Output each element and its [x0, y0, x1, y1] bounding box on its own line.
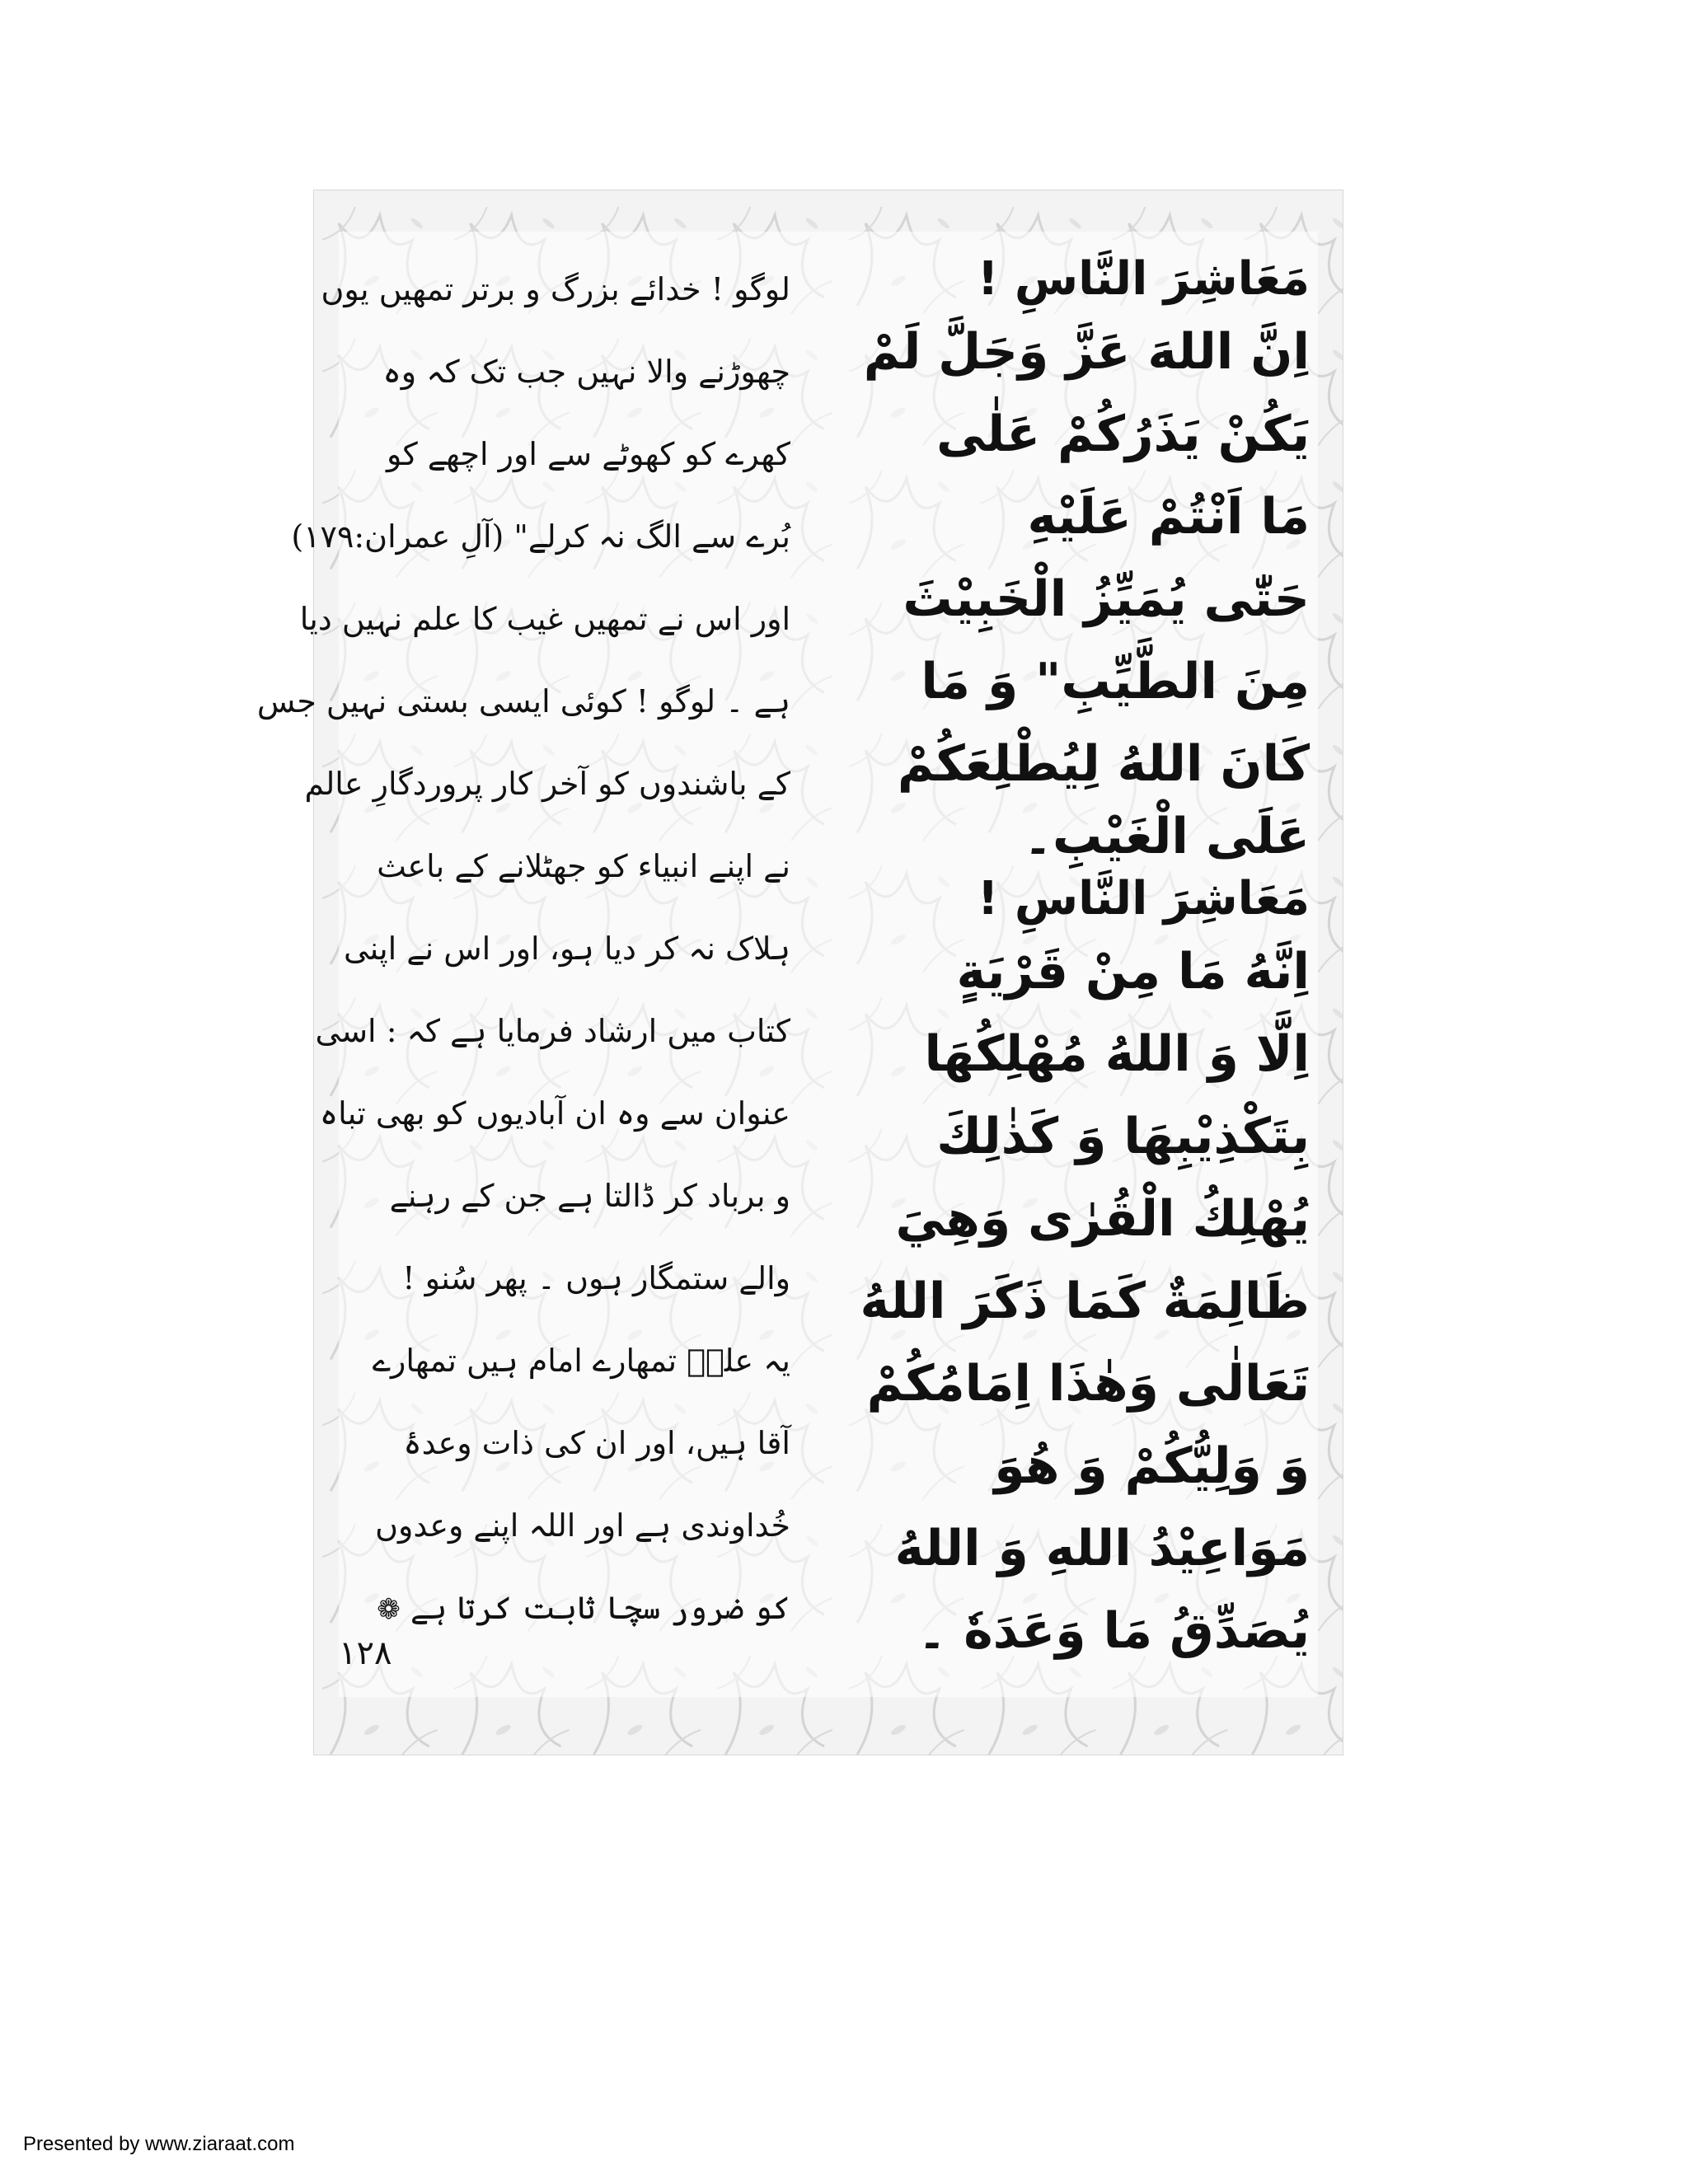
- urdu-line: عنوان سے وہ ان آبادیوں کو بھی تباہ: [319, 1095, 790, 1132]
- arabic-line: كَانَ اللهُ لِيُطْلِعَكُمْ: [897, 735, 1310, 793]
- urdu-line-last: [329, 1567, 790, 1649]
- urdu-line: یہ علیؑ تمھارے امام ہیں تمھارے: [372, 1343, 790, 1379]
- arabic-line: اِنَّ اللهَ عَزَّ وَجَلَّ لَمْ: [863, 323, 1310, 381]
- arabic-line: عَلَى الْغَيْبِ۔: [1023, 808, 1310, 865]
- arabic-line: اِنَّهُ مَا مِنْ قَرْيَةٍ: [956, 943, 1310, 1001]
- urdu-line: ہلاک نہ کر دیا ہو، اور اس نے اپنی: [343, 930, 790, 967]
- urdu-line: کے باشندوں کو آخر کار پروردگارِ عالم: [304, 766, 790, 802]
- arabic-text-column: [815, 248, 1310, 1672]
- urdu-line-text: کو ضرور سچا ثابت کرتا ہے: [410, 1590, 790, 1626]
- arabic-line: مَعَاشِرَ النَّاسِ !: [977, 252, 1310, 306]
- flower-ornament-icon: ❁: [377, 1593, 401, 1626]
- urdu-line: ہے ۔ لوگو ! کوئی ایسی بستی نہیں جس: [256, 683, 790, 719]
- urdu-line: کھرے کو کھوٹے سے اور اچھے کو: [386, 436, 790, 472]
- arabic-line: وَ وَلِيُّكُمْ وَ هُوَ: [994, 1437, 1310, 1495]
- arabic-line: مَوَاعِيْدُ اللهِ وَ اللهُ: [894, 1520, 1310, 1577]
- arabic-line: مَعَاشِرَ النَّاسِ !: [977, 872, 1310, 926]
- urdu-line: چھوڑنے والا نہیں جب تک کہ وہ: [382, 354, 790, 390]
- urdu-line: اور اس نے تمھیں غیب کا علم نہیں دیا: [299, 601, 790, 637]
- arabic-line: ظَالِمَةٌ كَمَا ذَكَرَ اللهُ: [860, 1272, 1310, 1330]
- urdu-line: نے اپنے انبیاء کو جھٹلانے کے باعث: [377, 848, 790, 884]
- urdu-line: لوگو ! خدائے بزرگ و برتر تمھیں یوں: [321, 271, 790, 307]
- scanned-page: [256, 190, 1343, 1755]
- urdu-line: خُداوندی ہے اور اللہ اپنے وعدوں: [375, 1507, 790, 1544]
- urdu-line: بُرے سے الگ نہ کرلے" (آلِ عمران:۱۷۹): [291, 518, 790, 555]
- footer-credit: Presented by www.ziaraat.com: [23, 2133, 295, 2155]
- arabic-line: يَكُنْ يَذَرُكُمْ عَلٰى: [935, 405, 1310, 463]
- arabic-line: حَتّٰى يُمَيِّزُ الْخَبِيْثَ: [903, 570, 1310, 628]
- arabic-line: يُهْلِكُ الْقُرٰى وَهِيَ: [895, 1190, 1310, 1248]
- page-number: ۱۲۸: [339, 1634, 392, 1672]
- arabic-line: تَعَالٰى وَهٰذَا اِمَامُكُمْ: [866, 1355, 1310, 1413]
- arabic-line: بِتَكْذِيْبِهَا وَ كَذٰلِكَ: [936, 1108, 1310, 1165]
- urdu-line: کتاب میں ارشاد فرمایا ہے کہ : اسی: [315, 1013, 790, 1049]
- arabic-line: يُصَدِّقُ مَا وَعَدَهٗ ۔: [917, 1602, 1310, 1660]
- urdu-text-column: [256, 248, 790, 1649]
- urdu-line: والے ستمگار ہوں ۔ پھر سُنو !: [402, 1260, 790, 1296]
- arabic-line: اِلَّا وَ اللهُ مُهْلِكُهَا: [924, 1025, 1310, 1083]
- urdu-line: و برباد کر ڈالتا ہے جن کے رہنے: [389, 1178, 790, 1214]
- urdu-line: آقا ہیں، اور ان کی ذات وعدۂ: [403, 1425, 790, 1461]
- arabic-line: مِنَ الطَّيِّبِ" وَ مَا: [921, 653, 1310, 710]
- arabic-line: مَا اَنْتُمْ عَلَيْهِ: [1027, 488, 1310, 546]
